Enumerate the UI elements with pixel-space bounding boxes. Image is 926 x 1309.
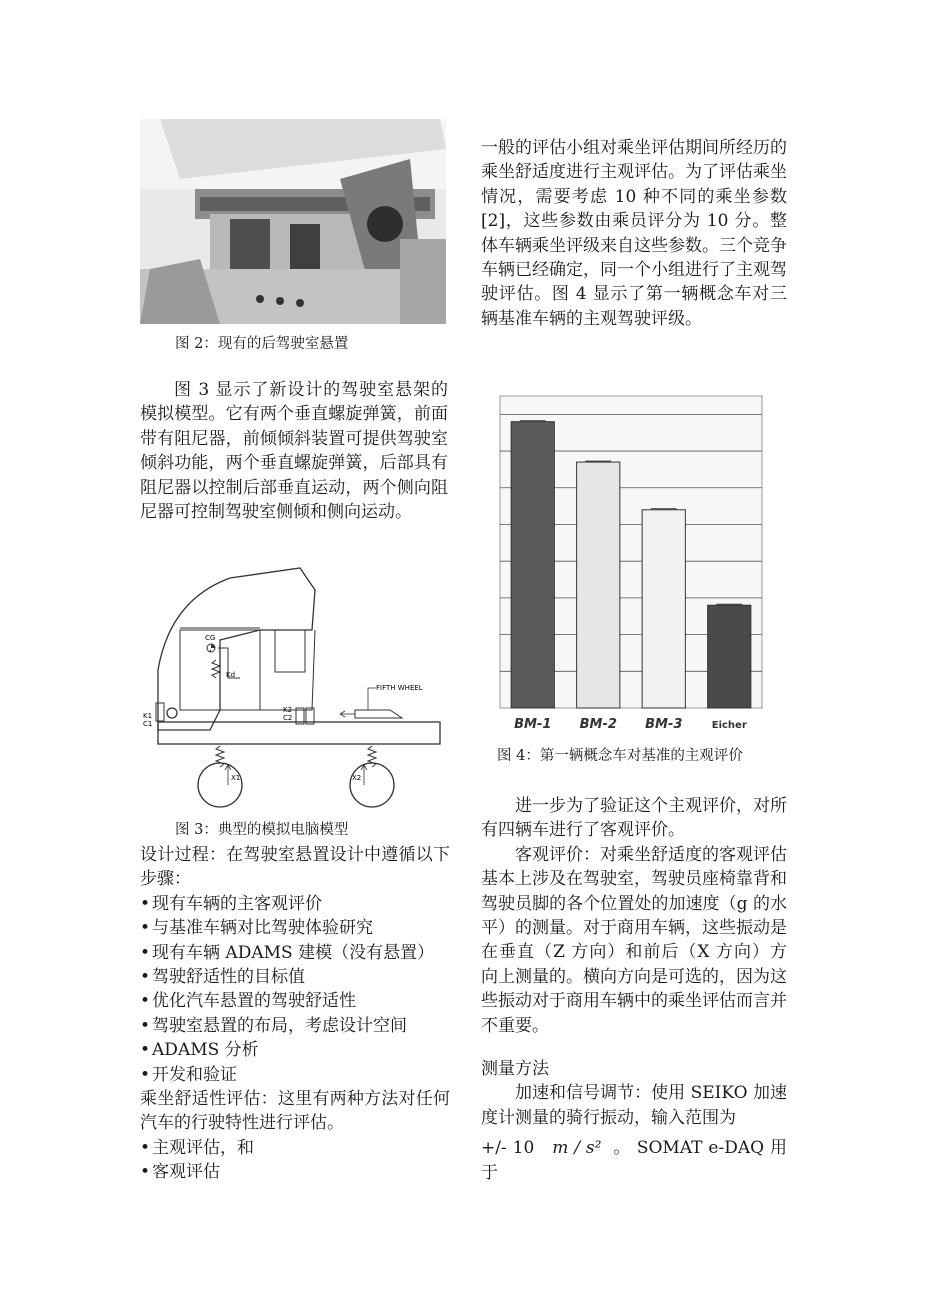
cg-label: CG — [205, 634, 216, 642]
right-para3-text: 客观评价：对乘坐舒适度的客观评估基本上涉及在驾驶室，驾驶员座椅靠背和驾驶员脚的各个位置处的加速度（g 的水平）的测量。对于商用车辆，这些振动是在垂直（Z 方向）和前后（X 方向）方向上测量的。横向方向是可选的，因为这些振动对于商用车辆中的乘坐评估而言并不重要。 — [481, 844, 787, 1036]
list-item: • 现有车辆 ADAMS 建模（没有悬置） — [140, 941, 450, 965]
methods-list — [140, 1136, 450, 1185]
design-intro: 设计过程：在驾驶室悬置设计中遵循以下步骤： — [140, 845, 450, 890]
x-tick-label: Eicher — [711, 720, 747, 731]
bar-bm-3 — [642, 510, 685, 708]
right-para4-text: 加速和信号调节：使用 SEIKO 加速度计测量的骑行振动，输入范围为 — [481, 1083, 787, 1128]
right-para-subjective — [481, 136, 787, 331]
list-item: • 优化汽车悬置的驾驶舒适性 — [140, 989, 450, 1013]
c2-label: C2 — [283, 714, 293, 722]
fig2-photo — [140, 119, 446, 324]
x-tick-label: BM-2 — [579, 717, 617, 732]
list-item: • 与基准车辆对比驾驶体验研究 — [140, 916, 450, 940]
list-item: • 驾驶舒适性的目标值 — [140, 965, 450, 989]
right-para1-text: 一般的评估小组对乘坐评估期间所经历的乘坐舒适度进行主观评估。为了评估乘坐情况，需要考虑 10 种不同的乘坐参数[2]，这些参数由乘员评分为 10 分。整体车辆乘坐评级来自这些参数。三个竞争车辆已经确定，同一个小组进行了主观驾驶评估。图 4 显示了第一辆概念车对三辆基准车辆的主观驾驶评级。 — [481, 138, 787, 329]
list-item: • 开发和验证 — [140, 1063, 450, 1087]
x-tick-label: BM-3 — [645, 717, 683, 732]
range-value: +/- 10 — [481, 1138, 535, 1159]
x2-label: X2 — [352, 774, 362, 782]
right-para2-text: 进一步为了验证这个主观评价，对所有四辆车进行了客观评价。 — [481, 796, 787, 841]
bar-eicher — [708, 605, 751, 708]
list-item: • 驾驶室悬置的布局，考虑设计空间 — [140, 1014, 450, 1038]
k1-label: K1 — [143, 712, 153, 720]
x-tick-label: BM-1 — [514, 717, 552, 732]
left-para1-text: 图 3 显示了新设计的驾驶室悬架的模拟模型。它有两个垂直螺旋弹簧，前面带有阻尼器，前倾倾斜装置可提供驾驶室倾斜功能，两个垂直螺旋弹簧，后部具有阻尼器以控制后部垂直运动，两个侧向阻尼器可控制驾驶室侧倾和侧向运动。 — [140, 380, 448, 523]
fig4-chart — [496, 392, 766, 732]
fig3-diagram — [140, 560, 446, 810]
fig4-caption: 图 4：第一辆概念车对基准的主观评价 — [497, 748, 743, 764]
right-para4-tail — [481, 1136, 787, 1185]
list-item: • 客观评估 — [140, 1160, 450, 1184]
fifth-wheel-label: FIFTH WHEEL — [376, 684, 423, 692]
list-item: • ADAMS 分析 — [140, 1038, 450, 1062]
fig2-caption: 图 2：现有的后驾驶室悬置 — [175, 336, 349, 352]
left-design-process — [140, 843, 450, 1185]
right-para-objective — [481, 794, 787, 1185]
k2-label: K2 — [283, 706, 293, 714]
list-item: • 主观评估，和 — [140, 1136, 450, 1160]
bar-chart — [496, 392, 766, 732]
bar-bm-1 — [511, 422, 554, 708]
list-item: • 现有车辆的主客观评价 — [140, 892, 450, 916]
kd-label: Kd — [226, 671, 236, 679]
measurement-heading: 测量方法 — [481, 1059, 549, 1080]
x1-label: X1 — [231, 774, 241, 782]
cab-mount-photo — [140, 119, 446, 324]
left-para-fig3-description — [140, 378, 448, 524]
fig3-caption: 图 3：典型的模拟电脑模型 — [175, 822, 349, 838]
somat-text: 。 SOMAT e-DAQ 用于 — [481, 1138, 788, 1183]
ride-intro: 乘坐舒适性评估：这里有两种方法对任何汽车的行驶特性进行评估。 — [140, 1089, 450, 1134]
unit-expression: m / s² — [552, 1138, 602, 1159]
c1-label: C1 — [143, 720, 153, 728]
design-steps-list — [140, 892, 450, 1087]
bar-bm-2 — [577, 462, 620, 708]
